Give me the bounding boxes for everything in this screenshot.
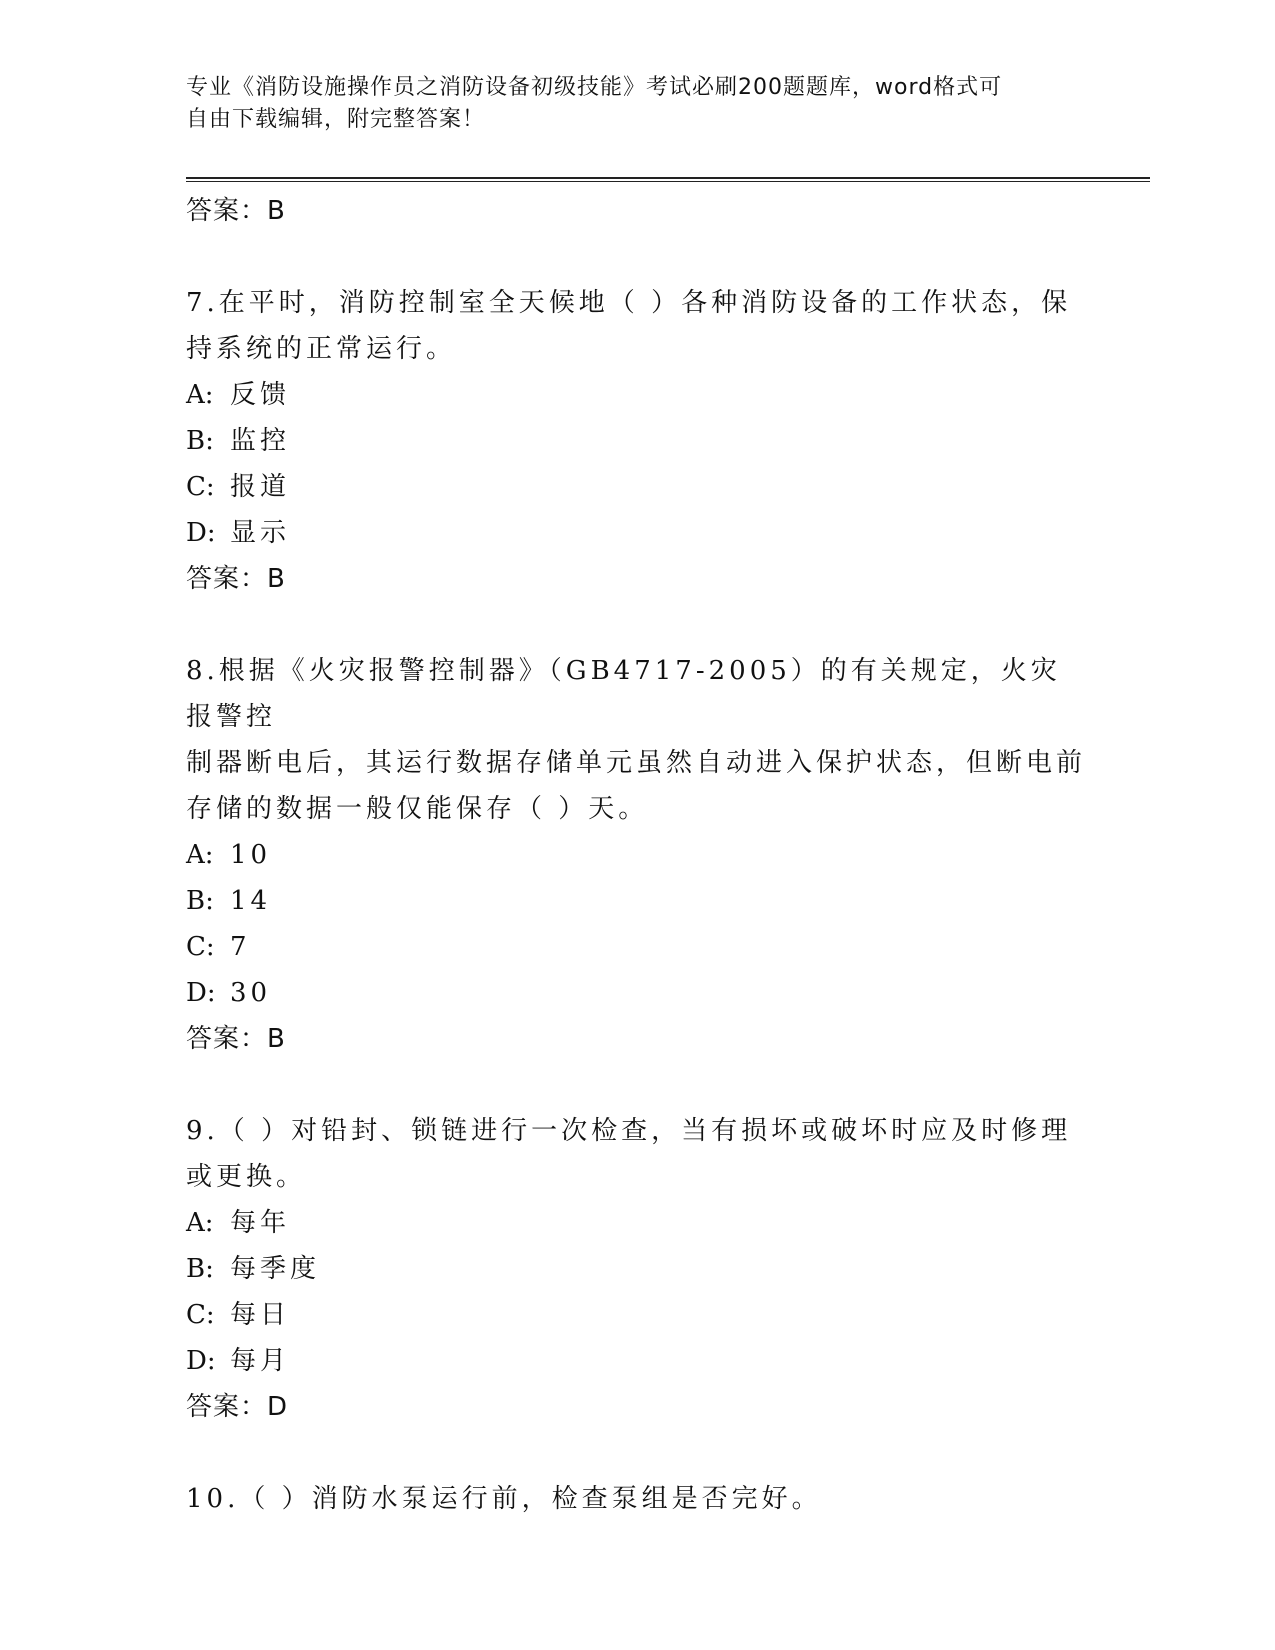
option-label: A: [186, 1208, 214, 1238]
option-b [186, 1246, 1086, 1292]
option-text: 14 [230, 886, 272, 916]
option-label: C: [186, 472, 215, 502]
question-list [186, 188, 1086, 1522]
option-a [186, 1200, 1086, 1246]
option-text: 每日 [230, 1300, 291, 1330]
option-label: D: [186, 978, 216, 1008]
option-c [186, 924, 1086, 970]
option-a [186, 832, 1086, 878]
option-label: C: [186, 932, 215, 962]
question-item [186, 648, 1086, 1062]
option-label: A: [186, 380, 214, 410]
option-label: D: [186, 518, 216, 548]
header-line-1: 专业《消防设施操作员之消防设备初级技能》考试必刷200题题库，word格式可 [186, 75, 1003, 100]
question-text-line: 存储的数据一般仅能保存（ ）天。 [186, 794, 649, 824]
option-text: 10 [230, 840, 272, 870]
option-label: B: [186, 886, 214, 916]
question-text-line: 持系统的正常运行。 [186, 334, 457, 364]
document-header [186, 72, 1086, 136]
option-text: 每月 [230, 1346, 291, 1376]
answer-line: 答案：B [186, 196, 286, 226]
option-b [186, 418, 1086, 464]
option-text: 反馈 [230, 380, 291, 410]
option-c [186, 1292, 1086, 1338]
option-text: 显示 [230, 518, 291, 548]
option-label: D: [186, 1346, 216, 1376]
question-text-line: 10.（ ）消防水泵运行前，检查泵组是否完好。 [186, 1484, 822, 1514]
question-text-line: 7.在平时，消防控制室全天候地（ ）各种消防设备的工作状态，保 [186, 288, 1072, 318]
header-divider [186, 177, 1150, 179]
option-text: 监控 [230, 426, 291, 456]
option-d [186, 1338, 1086, 1384]
option-text: 7 [230, 932, 251, 962]
question-text-line: 9.（ ）对铅封、锁链进行一次检查，当有损坏或破坏时应及时修理 [186, 1116, 1072, 1146]
option-label: C: [186, 1300, 215, 1330]
question-text-line: 8.根据《火灾报警控制器》（GB4717-2005）的有关规定，火灾报警控 [186, 656, 1061, 732]
answer-line: 答案：B [186, 564, 286, 594]
option-label: B: [186, 426, 214, 456]
question-item [186, 1108, 1086, 1430]
option-text: 每季度 [230, 1254, 321, 1284]
question-item [186, 280, 1086, 602]
answer-line: 答案：B [186, 1024, 286, 1054]
option-text: 每年 [230, 1208, 291, 1238]
question-text-line: 制器断电后，其运行数据存储单元虽然自动进入保护状态，但断电前 [186, 748, 1087, 778]
option-label: A: [186, 840, 214, 870]
option-text: 30 [230, 978, 272, 1008]
option-b [186, 878, 1086, 924]
option-a [186, 372, 1086, 418]
option-label: B: [186, 1254, 214, 1284]
option-c [186, 464, 1086, 510]
header-divider-thin [186, 181, 1150, 182]
option-d [186, 970, 1086, 1016]
option-text: 报道 [230, 472, 291, 502]
option-d [186, 510, 1086, 556]
answer-line: 答案：D [186, 1392, 289, 1422]
question-text-line: 或更换。 [186, 1162, 307, 1192]
header-line-2: 自由下载编辑，附完整答案！ [186, 107, 486, 132]
